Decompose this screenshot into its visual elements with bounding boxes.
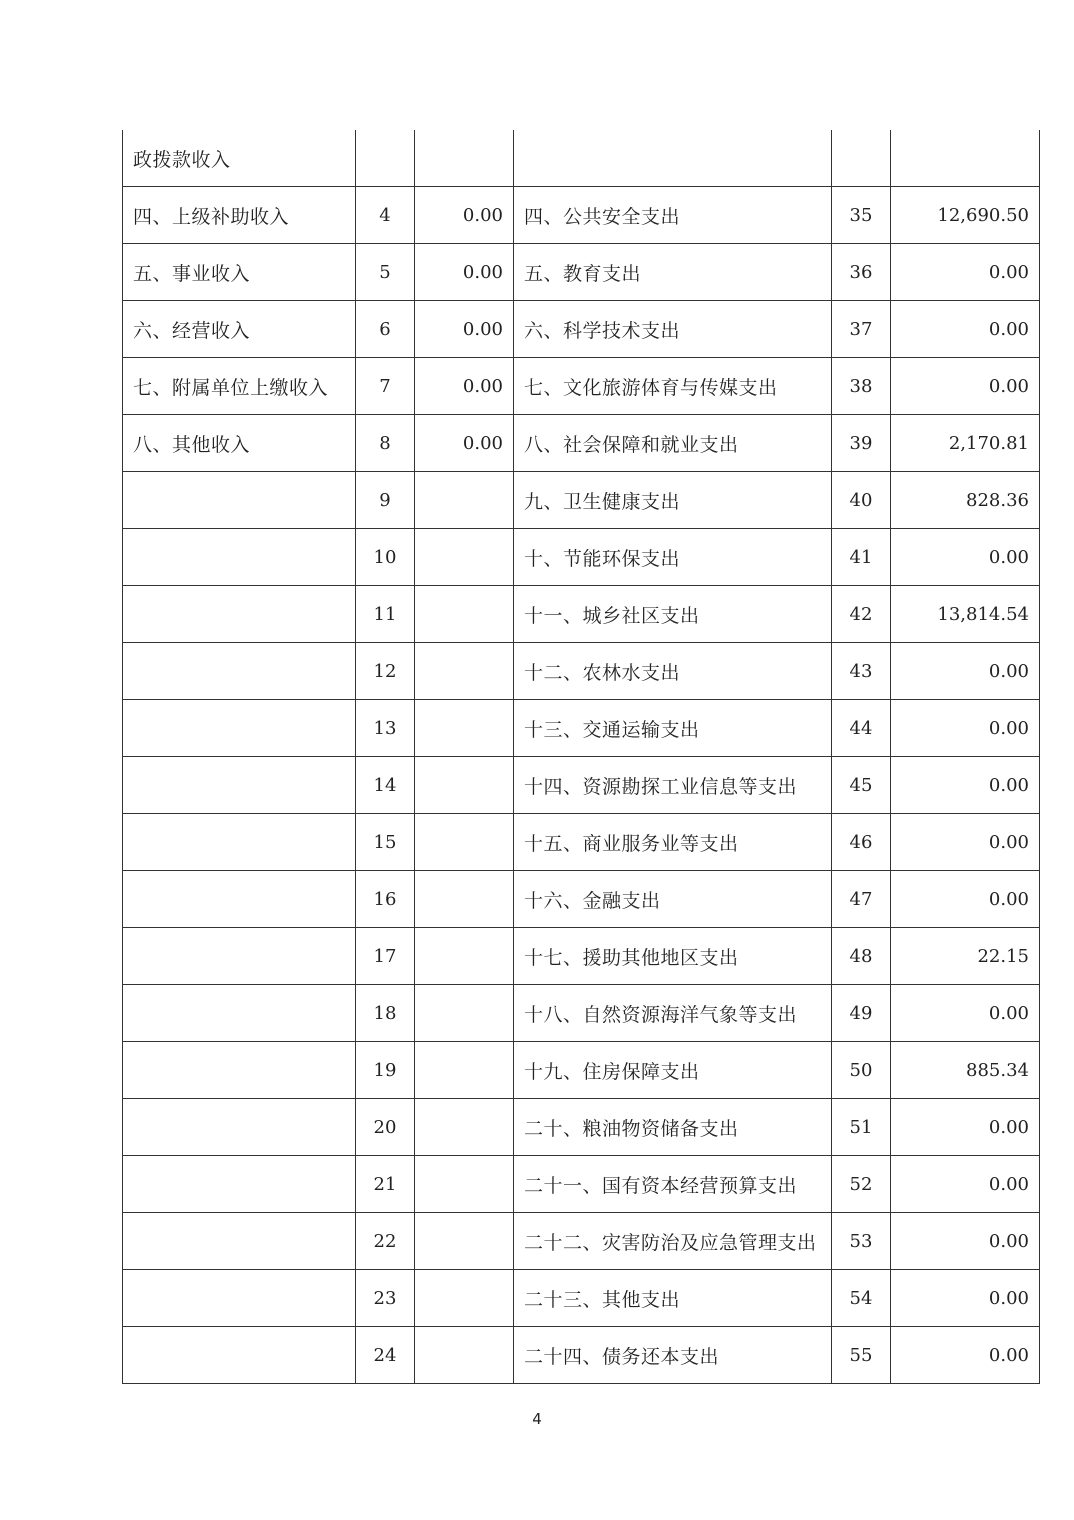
expense-item-cell: 十二、农林水支出 [514, 643, 832, 700]
table-row [123, 757, 1040, 814]
expense-item-cell: 二十一、国有资本经营预算支出 [514, 1156, 832, 1213]
expense-item-cell: 九、卫生健康支出 [514, 472, 832, 529]
expense-line-number-cell: 41 [832, 529, 891, 586]
income-line-number-cell: 6 [356, 301, 415, 358]
income-item-cell [123, 814, 356, 871]
expense-line-number-cell: 49 [832, 985, 891, 1042]
income-amount-cell [415, 928, 514, 985]
income-amount-cell [415, 985, 514, 1042]
table-row [123, 187, 1040, 244]
expense-item-cell: 十五、商业服务业等支出 [514, 814, 832, 871]
table-row [123, 871, 1040, 928]
income-line-number-cell: 22 [356, 1213, 415, 1270]
expense-item-cell: 五、教育支出 [514, 244, 832, 301]
expense-item-cell: 二十三、其他支出 [514, 1270, 832, 1327]
income-item-cell [123, 472, 356, 529]
income-line-number-cell: 4 [356, 187, 415, 244]
table-row [123, 1156, 1040, 1213]
income-line-number-cell: 12 [356, 643, 415, 700]
expense-amount-cell: 0.00 [891, 1327, 1040, 1384]
expense-item-cell: 十七、援助其他地区支出 [514, 928, 832, 985]
income-line-number-cell: 20 [356, 1099, 415, 1156]
income-amount-cell [415, 529, 514, 586]
expense-line-number-cell: 37 [832, 301, 891, 358]
expense-item-cell: 十三、交通运输支出 [514, 700, 832, 757]
expense-line-number-cell: 43 [832, 643, 891, 700]
expense-line-number-cell: 51 [832, 1099, 891, 1156]
income-item-cell [123, 700, 356, 757]
expense-item-cell [514, 130, 832, 187]
expense-amount-cell: 885.34 [891, 1042, 1040, 1099]
income-amount-cell: 0.00 [415, 415, 514, 472]
income-amount-cell [415, 586, 514, 643]
income-item-cell: 四、上级补助收入 [123, 187, 356, 244]
expense-amount-cell: 0.00 [891, 529, 1040, 586]
income-item-cell: 政拨款收入 [123, 130, 356, 187]
income-amount-cell [415, 130, 514, 187]
expense-item-cell: 六、科学技术支出 [514, 301, 832, 358]
expense-amount-cell: 0.00 [891, 757, 1040, 814]
expense-amount-cell: 22.15 [891, 928, 1040, 985]
income-amount-cell [415, 757, 514, 814]
income-item-cell [123, 1270, 356, 1327]
expense-line-number-cell: 52 [832, 1156, 891, 1213]
expense-item-cell: 八、社会保障和就业支出 [514, 415, 832, 472]
income-item-cell [123, 1156, 356, 1213]
expense-amount-cell: 0.00 [891, 700, 1040, 757]
expense-line-number-cell: 45 [832, 757, 891, 814]
expense-amount-cell: 0.00 [891, 814, 1040, 871]
expense-amount-cell: 0.00 [891, 1099, 1040, 1156]
expense-item-cell: 四、公共安全支出 [514, 187, 832, 244]
expense-amount-cell: 0.00 [891, 358, 1040, 415]
income-amount-cell [415, 871, 514, 928]
expense-amount-cell: 13,814.54 [891, 586, 1040, 643]
table-row [123, 472, 1040, 529]
income-line-number-cell: 18 [356, 985, 415, 1042]
table-row [123, 244, 1040, 301]
income-line-number-cell: 24 [356, 1327, 415, 1384]
expense-item-cell: 十八、自然资源海洋气象等支出 [514, 985, 832, 1042]
income-item-cell [123, 643, 356, 700]
table-row [123, 985, 1040, 1042]
table-row [123, 415, 1040, 472]
income-amount-cell [415, 1213, 514, 1270]
expense-line-number-cell: 38 [832, 358, 891, 415]
income-line-number-cell: 8 [356, 415, 415, 472]
page-number: 4 [532, 1410, 542, 1428]
income-expense-table [122, 130, 1040, 1384]
income-item-cell [123, 757, 356, 814]
expense-line-number-cell: 35 [832, 187, 891, 244]
income-line-number-cell: 19 [356, 1042, 415, 1099]
income-line-number-cell: 23 [356, 1270, 415, 1327]
income-amount-cell [415, 643, 514, 700]
expense-amount-cell: 0.00 [891, 1156, 1040, 1213]
income-line-number-cell: 13 [356, 700, 415, 757]
expense-line-number-cell: 42 [832, 586, 891, 643]
income-line-number-cell: 16 [356, 871, 415, 928]
expense-line-number-cell: 36 [832, 244, 891, 301]
expense-amount-cell: 0.00 [891, 244, 1040, 301]
income-line-number-cell: 15 [356, 814, 415, 871]
expense-line-number-cell: 50 [832, 1042, 891, 1099]
table-row [123, 586, 1040, 643]
expense-line-number-cell: 39 [832, 415, 891, 472]
table-body [123, 130, 1040, 1384]
income-amount-cell [415, 1156, 514, 1213]
income-item-cell [123, 928, 356, 985]
table-row [123, 1042, 1040, 1099]
income-amount-cell [415, 472, 514, 529]
income-amount-cell [415, 1270, 514, 1327]
table-row [123, 928, 1040, 985]
income-amount-cell [415, 1042, 514, 1099]
income-amount-cell [415, 1099, 514, 1156]
expense-amount-cell [891, 130, 1040, 187]
expense-item-cell: 二十二、灾害防治及应急管理支出 [514, 1213, 832, 1270]
expense-item-cell: 十九、住房保障支出 [514, 1042, 832, 1099]
expense-line-number-cell: 44 [832, 700, 891, 757]
expense-line-number-cell: 48 [832, 928, 891, 985]
income-item-cell [123, 529, 356, 586]
table-row [123, 700, 1040, 757]
table-row [123, 1099, 1040, 1156]
expense-line-number-cell [832, 130, 891, 187]
income-item-cell [123, 1099, 356, 1156]
income-item-cell [123, 1327, 356, 1384]
income-line-number-cell: 7 [356, 358, 415, 415]
income-item-cell [123, 1213, 356, 1270]
income-amount-cell: 0.00 [415, 187, 514, 244]
income-line-number-cell: 14 [356, 757, 415, 814]
expense-amount-cell: 0.00 [891, 985, 1040, 1042]
income-amount-cell [415, 814, 514, 871]
income-item-cell: 六、经营收入 [123, 301, 356, 358]
income-amount-cell [415, 1327, 514, 1384]
table-row [123, 358, 1040, 415]
expense-item-cell: 十一、城乡社区支出 [514, 586, 832, 643]
expense-amount-cell: 0.00 [891, 1270, 1040, 1327]
expense-item-cell: 十、节能环保支出 [514, 529, 832, 586]
expense-item-cell: 七、文化旅游体育与传媒支出 [514, 358, 832, 415]
income-line-number-cell: 10 [356, 529, 415, 586]
expense-amount-cell: 0.00 [891, 643, 1040, 700]
income-item-cell [123, 1042, 356, 1099]
income-item-cell: 八、其他收入 [123, 415, 356, 472]
expense-item-cell: 二十四、债务还本支出 [514, 1327, 832, 1384]
expense-item-cell: 十四、资源勘探工业信息等支出 [514, 757, 832, 814]
expense-line-number-cell: 53 [832, 1213, 891, 1270]
expense-amount-cell: 12,690.50 [891, 187, 1040, 244]
income-item-cell: 五、事业收入 [123, 244, 356, 301]
income-item-cell [123, 586, 356, 643]
expense-amount-cell: 828.36 [891, 472, 1040, 529]
table-row [123, 1270, 1040, 1327]
table-row [123, 1327, 1040, 1384]
table-row [123, 1213, 1040, 1270]
expense-line-number-cell: 55 [832, 1327, 891, 1384]
income-amount-cell: 0.00 [415, 301, 514, 358]
income-item-cell: 七、附属单位上缴收入 [123, 358, 356, 415]
income-item-cell [123, 985, 356, 1042]
income-line-number-cell: 21 [356, 1156, 415, 1213]
table-row [123, 529, 1040, 586]
income-line-number-cell: 9 [356, 472, 415, 529]
budget-table-container [122, 130, 1039, 1384]
expense-amount-cell: 0.00 [891, 301, 1040, 358]
expense-line-number-cell: 40 [832, 472, 891, 529]
expense-item-cell: 二十、粮油物资储备支出 [514, 1099, 832, 1156]
expense-item-cell: 十六、金融支出 [514, 871, 832, 928]
expense-amount-cell: 0.00 [891, 871, 1040, 928]
table-row [123, 301, 1040, 358]
income-line-number-cell [356, 130, 415, 187]
table-row [123, 130, 1040, 187]
income-amount-cell: 0.00 [415, 244, 514, 301]
income-line-number-cell: 11 [356, 586, 415, 643]
income-line-number-cell: 5 [356, 244, 415, 301]
income-amount-cell: 0.00 [415, 358, 514, 415]
expense-line-number-cell: 47 [832, 871, 891, 928]
income-item-cell [123, 871, 356, 928]
table-row [123, 643, 1040, 700]
income-line-number-cell: 17 [356, 928, 415, 985]
table-row [123, 814, 1040, 871]
expense-amount-cell: 0.00 [891, 1213, 1040, 1270]
income-amount-cell [415, 700, 514, 757]
expense-line-number-cell: 54 [832, 1270, 891, 1327]
expense-line-number-cell: 46 [832, 814, 891, 871]
expense-amount-cell: 2,170.81 [891, 415, 1040, 472]
